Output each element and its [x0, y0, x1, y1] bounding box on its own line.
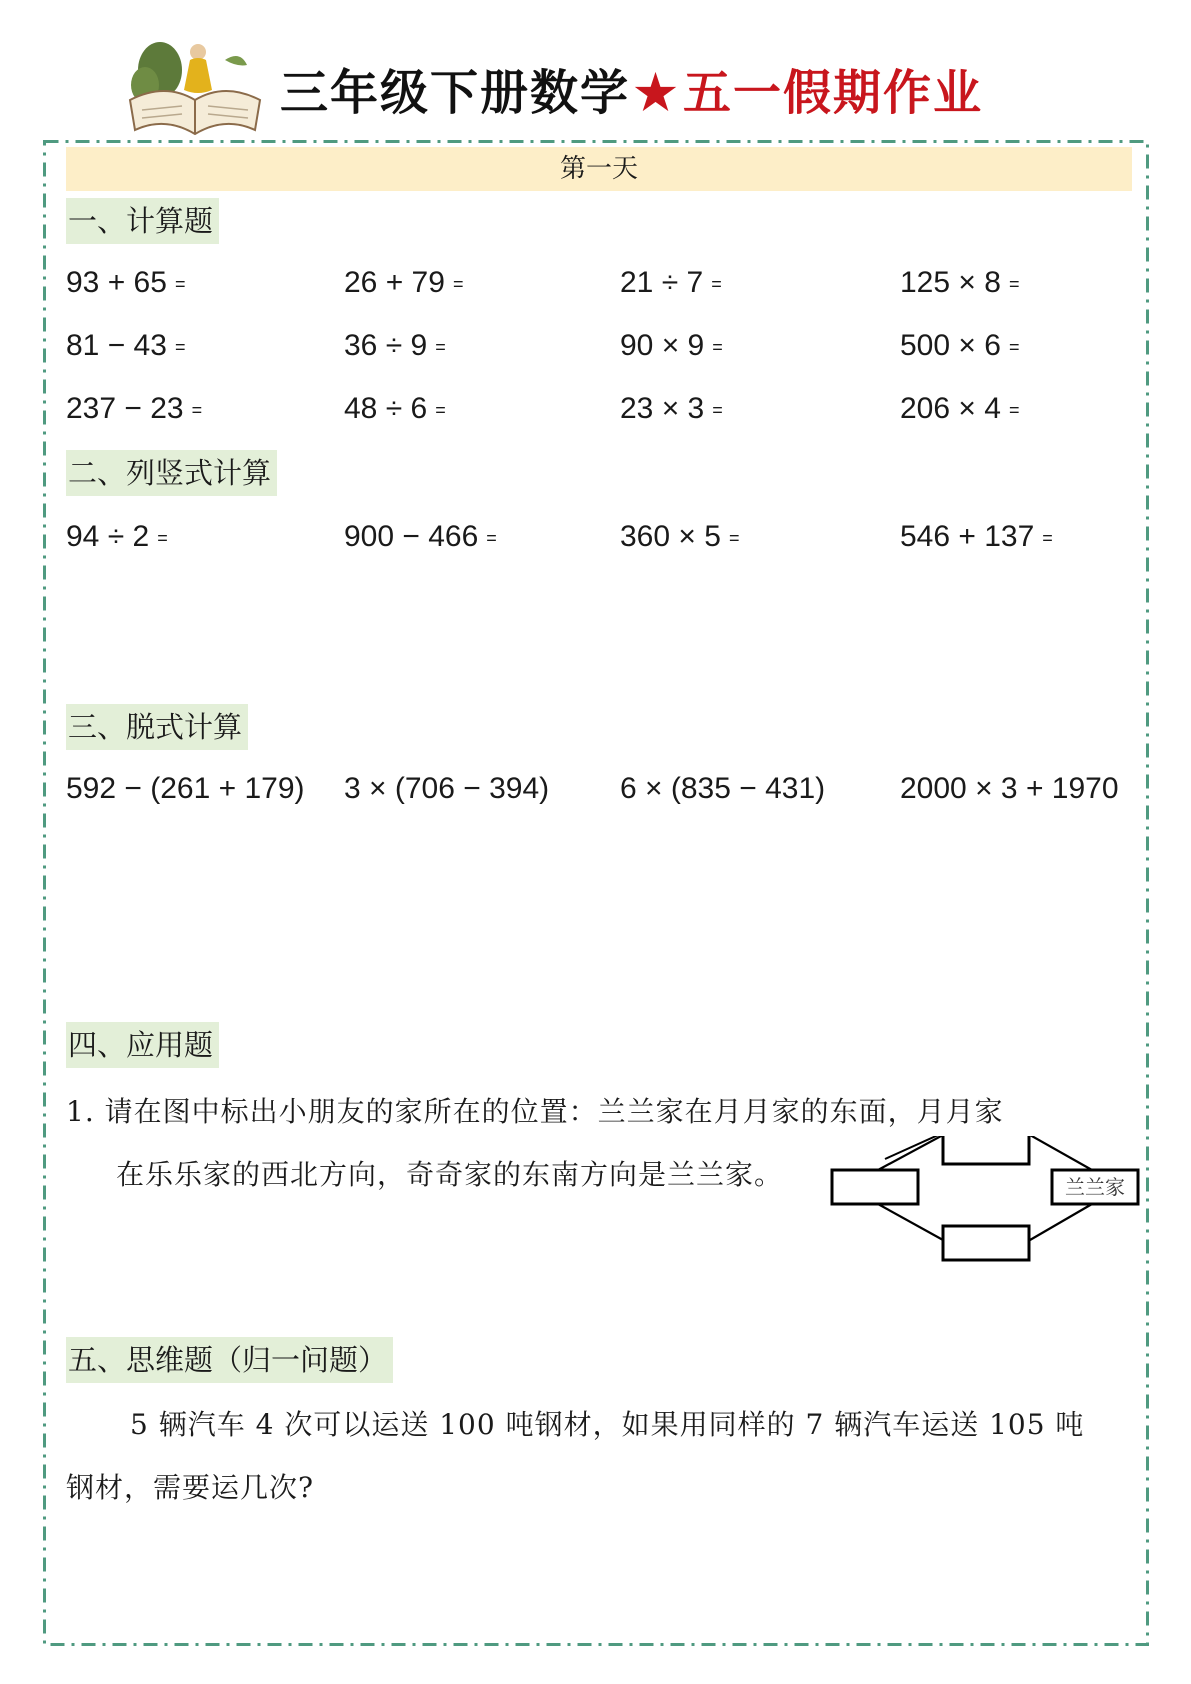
direction-diagram: [830, 1136, 1150, 1320]
section-title-step-calculation: 三、脱式计算: [66, 704, 248, 750]
problem-text: 钢材，需要运几次?: [66, 1471, 315, 1504]
page-header: [120, 30, 1080, 140]
map-box-west: [832, 1170, 918, 1204]
problem: 6 × (835 − 431): [620, 772, 826, 805]
problem: 36 ÷ 9 =: [344, 329, 446, 362]
problem: 48 ÷ 6 =: [344, 392, 446, 425]
problem: 23 × 3 =: [620, 392, 723, 425]
problem: 592 − (261 + 179): [66, 772, 305, 805]
problem: 206 × 4 =: [900, 392, 1020, 425]
problem: 3 × (706 − 394): [344, 772, 550, 805]
map-box-north: [943, 1136, 1029, 1164]
problem-text: 5 辆汽车 4 次可以运送 100 吨钢材，如果用同样的 7 辆汽车运送 105 吨: [130, 1408, 1085, 1441]
star-icon: ★: [634, 65, 680, 121]
problem: 125 × 8 =: [900, 266, 1020, 299]
problem-text: 1. 请在图中标出小朋友的家所在的位置：兰兰家在月月家的东面，月月家: [66, 1095, 1004, 1128]
page-title: 三年级下册数学★五一假期作业: [280, 65, 984, 121]
problem: 237 − 23 =: [66, 392, 203, 425]
problem: 21 ÷ 7 =: [620, 266, 722, 299]
problem: 2000 × 3 + 1970: [900, 772, 1119, 805]
section-title-word-problems: 四、应用题: [66, 1022, 219, 1068]
problem: 93 + 65 =: [66, 266, 186, 299]
problem: 94 ÷ 2 =: [66, 520, 168, 553]
section-title-vertical-calculation: 二、列竖式计算: [66, 450, 277, 496]
problem: 500 × 6 =: [900, 329, 1020, 362]
section-title-calculation: 一、计算题: [66, 198, 219, 244]
problem: 900 − 466 =: [344, 520, 497, 553]
problem-text: 在乐乐家的西北方向，奇奇家的东南方向是兰兰家。: [116, 1158, 784, 1191]
section-title-thinking: 五、思维题（归一问题）: [66, 1337, 393, 1383]
problem: 546 + 137 =: [900, 520, 1053, 553]
problem: 26 + 79 =: [344, 266, 464, 299]
problem: 360 × 5 =: [620, 520, 740, 553]
map-box-south: [943, 1226, 1029, 1260]
problem: 81 − 43 =: [66, 329, 186, 362]
day-label: 第一天: [66, 147, 1132, 191]
girl-reading-book-icon: [120, 30, 270, 140]
problem: 90 × 9 =: [620, 329, 723, 362]
svg-text:兰兰家: 兰兰家: [1065, 1175, 1125, 1199]
